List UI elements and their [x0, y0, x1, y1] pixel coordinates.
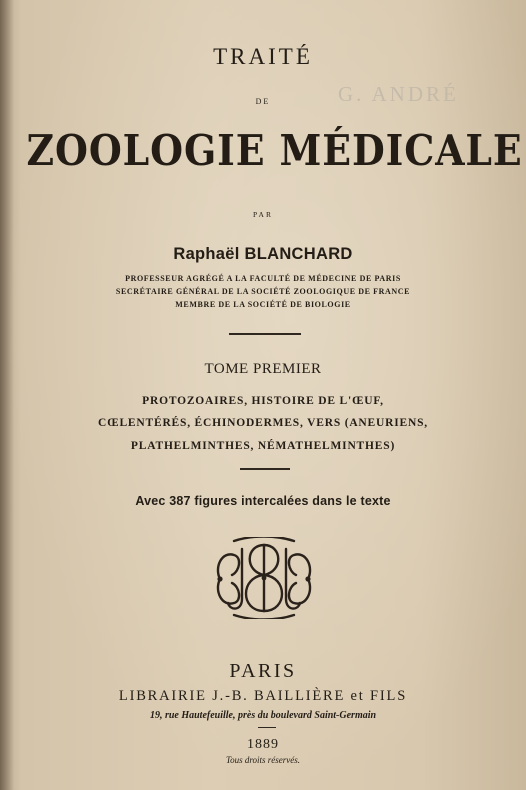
figures-note: Avec 387 figures intercalées dans le texte: [135, 494, 391, 508]
contents-line-1: PROTOZOAIRES, HISTOIRE DE L'ŒUF,: [142, 395, 384, 407]
author-credit-3: MEMBRE DE LA SOCIÉTÉ DE BIOLOGIE: [175, 300, 351, 309]
ownership-stamp: G. ANDRÉ: [338, 82, 459, 106]
publisher-address: 19, rue Hautefeuille, près du boulevard Saint-Germain: [149, 710, 377, 721]
title-line-de: DE: [255, 97, 271, 106]
author-credit-2: SECRÉTAIRE GÉNÉRAL DE LA SOCIÉTÉ ZOOLOGIQUE DE FRANCE: [115, 287, 411, 296]
author-name: Raphaël BLANCHARD: [173, 245, 353, 263]
contents-line-3: PLATHELMINTHES, NÉMATHELMINTHES): [130, 440, 396, 452]
publication-year: 1889: [247, 737, 279, 752]
divider-rule: [229, 333, 301, 335]
main-title: ZOOLOGIE MÉDICALE: [26, 126, 523, 175]
volume-label: TOME PREMIER: [204, 361, 322, 377]
rights-notice: Tous droits réservés.: [225, 755, 301, 765]
publisher-name: LIBRAIRIE J.-B. BAILLIÈRE et FILS: [118, 688, 408, 704]
divider-rule: [240, 468, 290, 470]
publisher-monogram-logo: [212, 537, 316, 619]
divider-rule: [258, 727, 276, 728]
author-credit-1: PROFESSEUR AGRÉGÉ A LA FACULTÉ DE MÉDECINE DE PARIS: [125, 274, 401, 283]
publication-city: PARIS: [229, 660, 297, 682]
by-line: PAR: [253, 210, 273, 219]
contents-line-2: CŒLENTÉRÉS, ÉCHINODERMES, VERS (ANEURIENS,: [98, 417, 428, 429]
title-line-traite: TRAITÉ: [213, 44, 313, 69]
